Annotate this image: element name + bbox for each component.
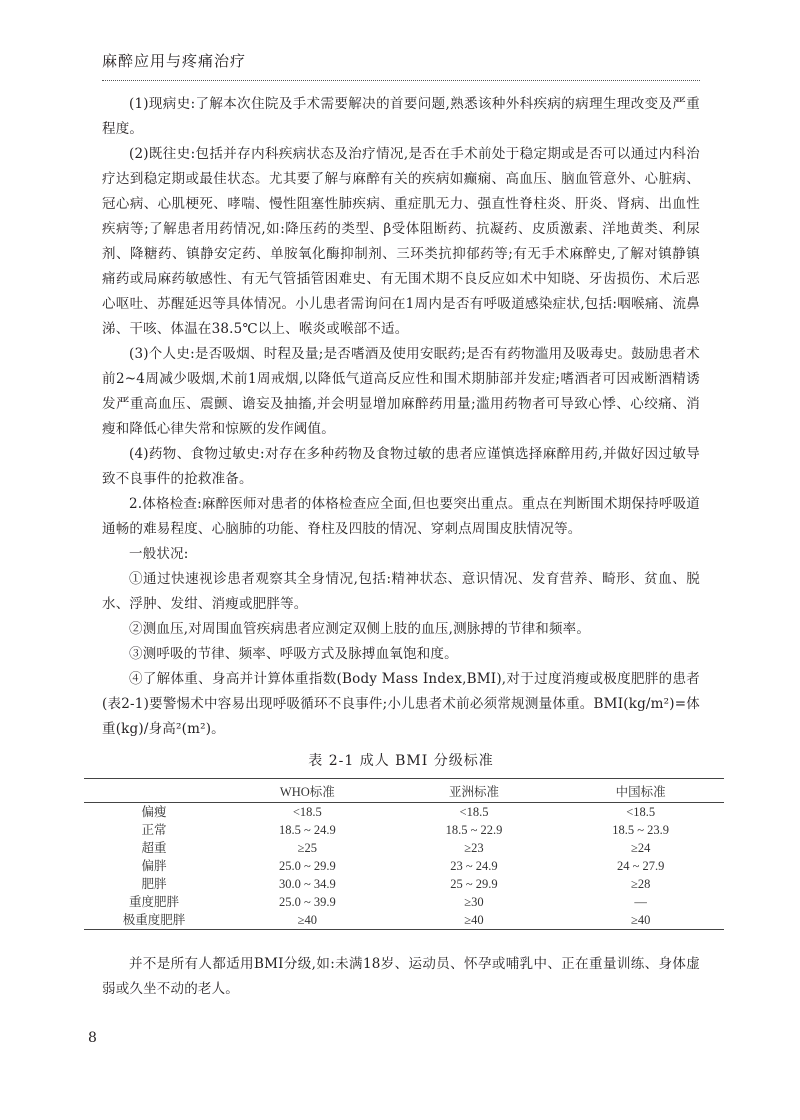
paragraph-allergy-history: (4)药物、食物过敏史:对存在多种药物及食物过敏的患者应谨慎选择麻醉用药,并做好因过敏导致不良事件的抢救准备。 (102, 446, 700, 487)
paragraph-present-history: (1)现病史:了解本次住院及手术需要解决的首要问题,熟悉该种外科疾病的病理生理改变及严重程度。 (102, 96, 700, 137)
page-number: 8 (88, 1030, 97, 1046)
table-cell: ≥40 (391, 911, 558, 930)
table-cell: — (634, 895, 647, 909)
paragraph-past-history: (2)既往史:包括并存内科疾病状态及治疗情况,是否在手术前处于稳定期或是否可以通过内科治疗达到稳定期或最佳状态。尤其要了解与麻醉有关的疾病如癫痫、高血压、脑血管意外、心脏病、冠心病、心肌梗死、哮喘、慢性阻塞性肺疾病、重症肌无力、强直性脊柱炎、肝炎、肾病、出血性疾病等;了解患者用药情况,如:降压药的类型、β受体阻断药、抗凝药、皮质激素、洋地黄类、利尿剂、降糖药、镇静安定药、单胺氧化酶抑制剂、三环类抗抑郁药等;有无手术麻醉史,了解对镇静镇痛药或局麻药敏感性、有无气管插管困难史、有无围术期不良反应如术中知晓、牙齿损伤、术后恶心呕吐、苏醒延迟等具体情况。小儿患者需询问在1周内是否有呼吸道感染症状,包括:咽喉痛、流鼻涕、干咳、体温在38.5℃以上、喉炎或喉部不适。 (102, 146, 700, 337)
running-header (102, 50, 702, 71)
table-header-row (84, 779, 724, 803)
table-cell: 重度肥胖 (128, 895, 179, 909)
paragraph-item-2: ②测血压,对周围血管疾病患者应测定双侧上肢的血压,测脉搏的节律和频率。 (129, 621, 591, 637)
paragraph-bmi-note: 并不是所有人都适用BMI分级,如:未满18岁、运动员、怀孕或哺乳中、正在重量训练、身体虚弱或久坐不动的老人。 (102, 956, 700, 997)
header-divider (102, 80, 700, 81)
table-row (84, 875, 724, 893)
table-row (84, 857, 724, 875)
paragraph-physical-exam: 2.体格检查:麻醉医师对患者的体格检查应全面,但也要突出重点。重点在判断围术期保持呼吸道通畅的难易程度、心脑肺的功能、脊柱及四肢的情况、穿刺点周围皮肤情况等。 (102, 496, 700, 537)
paragraph-item-4: ④了解体重、身高并计算体重指数(Body Mass Index,BMI),对于过度消瘦或极度肥胖的患者(表2-1)要警惕术中容易出现呼吸循环不良事件;小儿患者术前必须常规测量体重。BMI(kg/m²)=体重(kg)/身高²(m²)。 (102, 671, 700, 737)
table-cell: 25.0 ~ 29.9 (278, 859, 336, 873)
table-cell: 正常 (141, 823, 167, 837)
bmi-table (84, 778, 724, 930)
paragraph-item-3: ③测呼吸的节律、频率、呼吸方式及脉搏血氧饱和度。 (129, 646, 458, 662)
table-header-cell: 亚洲标准 (391, 779, 558, 803)
table-cell: <18.5 (459, 805, 489, 819)
table-cell: <18.5 (292, 805, 322, 819)
table-caption: 表 2-1 成人 BMI 分级标准 (308, 753, 494, 769)
table-cell: 18.5 ~ 24.9 (278, 823, 336, 837)
table-cell: ≥24 (630, 841, 651, 855)
table-cell: 18.5 ~ 23.9 (612, 823, 670, 837)
header-title: 麻醉应用与疼痛治疗 (102, 52, 247, 70)
table-row (84, 803, 724, 822)
table-cell: ≥25 (297, 841, 318, 855)
table-cell: 超重 (141, 841, 167, 855)
table-cell: 25 ~ 29.9 (450, 877, 498, 891)
table-header-cell: WHO标准 (224, 779, 391, 803)
table-row (84, 839, 724, 857)
table-header-cell (84, 779, 224, 803)
paragraph-general-status: 一般状况: (129, 546, 189, 562)
table-cell: 偏胖 (141, 859, 167, 873)
table-cell: 30.0 ~ 34.9 (278, 877, 336, 891)
table-cell: 极重度肥胖 (84, 911, 224, 930)
table-cell: 23 ~ 24.9 (450, 859, 498, 873)
table-row (84, 821, 724, 839)
table-cell: <18.5 (626, 805, 656, 819)
table-cell: ≥28 (630, 877, 651, 891)
table-cell: ≥40 (224, 911, 391, 930)
table-cell: 24 ~ 27.9 (616, 859, 665, 873)
table-cell: ≥40 (557, 911, 724, 930)
table-cell: ≥30 (464, 895, 484, 909)
table-row (84, 893, 724, 911)
table-cell: 偏瘦 (141, 805, 167, 819)
table-row (84, 911, 724, 930)
paragraph-personal-history: (3)个人史:是否吸烟、时程及量;是否嗜酒及使用安眠药;是否有药物滥用及吸毒史。鼓励患者术前2~4周减少吸烟,术前1周戒烟,以降低气道高反应性和围术期肺部并发症;嗜酒者可因戒断酒精诱发严重高血压、震颤、谵妄及抽搐,并会明显增加麻醉药用量;滥用药物者可导致心悸、心绞痛、消瘦和降低心律失常和惊厥的发作阈值。 (102, 346, 700, 437)
table-cell: 肥胖 (141, 877, 167, 891)
table-cell: ≥23 (464, 841, 484, 855)
table-header-cell: 中国标准 (557, 779, 724, 803)
paragraph-item-1: ①通过快速视诊患者观察其全身情况,包括:精神状态、意识情况、发育营养、畸形、贫血、脱水、浮肿、发绀、消瘦或肥胖等。 (102, 571, 700, 612)
table-cell: 25.0 ~ 39.9 (278, 895, 336, 909)
table-cell: 18.5 ~ 22.9 (445, 823, 503, 837)
page-body (102, 92, 700, 1002)
